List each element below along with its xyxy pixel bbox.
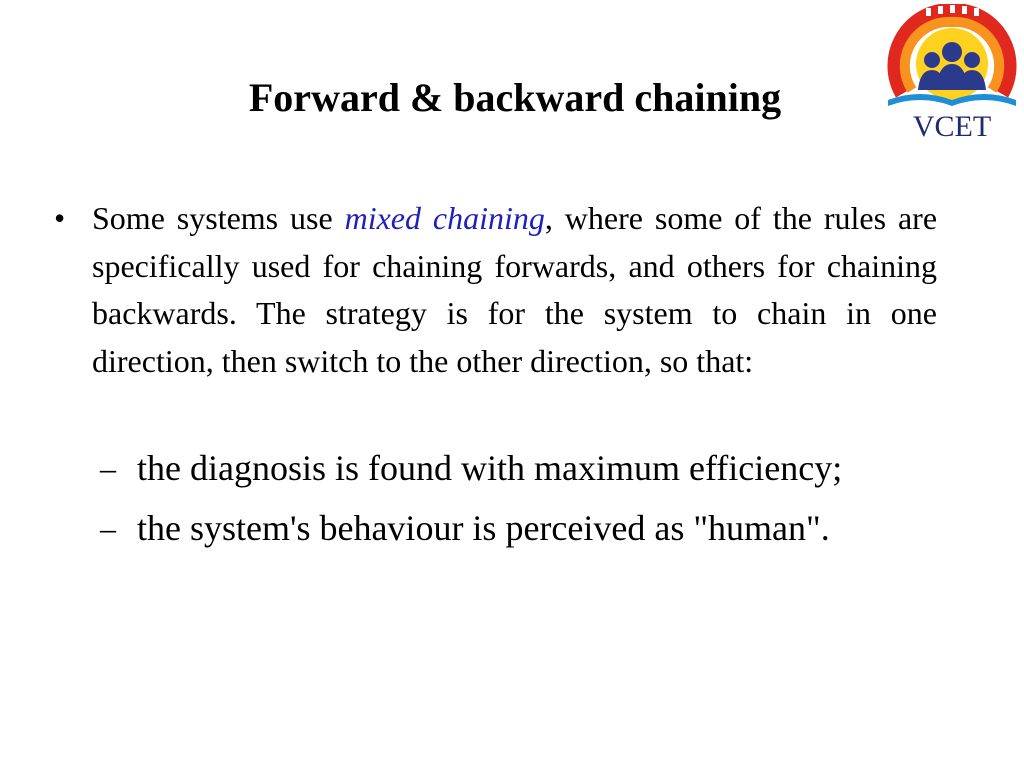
sub-bullet-item [100, 443, 937, 493]
vcet-logo [880, 4, 1024, 144]
logo-tooth [974, 8, 979, 16]
logo-figure-head [964, 52, 980, 68]
sub-bullet-list [100, 443, 937, 563]
logo-tooth [950, 5, 955, 13]
logo-tooth [962, 6, 967, 14]
emphasized-term: mixed chaining [344, 200, 545, 236]
bullet-text-before: Some systems use [92, 200, 345, 236]
logo-tooth [926, 8, 931, 16]
logo-text: VCET [912, 110, 992, 143]
sub-bullet-item [100, 503, 937, 553]
logo-figure-head [924, 52, 940, 68]
main-bullet [52, 195, 937, 385]
sub-bullet-marker: – [100, 450, 116, 486]
bullet-item [52, 195, 937, 385]
sub-bullet-marker: – [100, 510, 116, 546]
bullet-marker: • [54, 200, 66, 236]
slide-title: Forward & backward chaining [248, 75, 782, 120]
sub-bullet-text: the system's behaviour is perceived as "human". [137, 508, 830, 548]
bullet-text-after: , where some of the rules are specifically used for chaining forwards, and others for chaining backwards. The strategy is for the system to chain in one direction, then switch to the other direction, so that: [92, 200, 938, 379]
sub-bullet-text: the diagnosis is found with maximum efficiency; [137, 448, 843, 488]
logo-figure-head [942, 42, 962, 62]
vcet-logo-graphic [880, 4, 1024, 144]
logo-tooth [938, 6, 943, 14]
